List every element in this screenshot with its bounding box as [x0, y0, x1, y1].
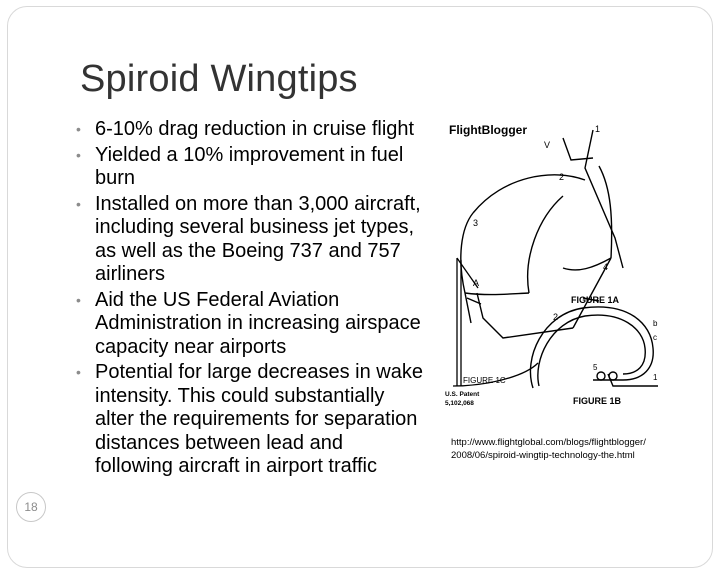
figure-1b-drawing	[530, 307, 658, 388]
label-1-top: 1	[595, 124, 601, 134]
bullet-item	[65, 289, 425, 360]
bullet-list	[65, 118, 425, 481]
bullet-icon: •	[76, 195, 81, 212]
bullet-icon: •	[76, 291, 81, 308]
patent-line-1: U.S. Patent	[445, 391, 480, 398]
patent-line-2: 5,102,068	[445, 400, 474, 407]
bullet-text: Potential for large decreases in wake intensity. This could substantially alter the requirements for separation distances between lead and following aircraft in airport traffic	[95, 361, 423, 477]
slide-title: Spiroid Wingtips	[80, 58, 358, 100]
figure-1a-label: FIGURE 1A	[571, 295, 620, 305]
bullet-text: Installed on more than 3,000 aircraft, including several business jet types, as well as the Boeing 737 and 757 airliners	[95, 192, 421, 285]
bullet-item	[65, 118, 425, 142]
figure-1b-label: FIGURE 1B	[573, 396, 622, 406]
figure-1c-label: FIGURE 1C	[463, 376, 506, 385]
figure-1c-drawing	[453, 258, 538, 386]
bullet-text: 6-10% drag reduction in cruise flight	[95, 118, 415, 140]
label-5: 5	[593, 363, 598, 372]
slide-page-number: 18	[16, 492, 46, 522]
bullet-icon: •	[76, 364, 81, 380]
source-url-caption: http://www.flightglobal.com/blogs/flightblogger/2008/06/spiroid-wingtip-technology-the.html	[451, 437, 646, 461]
label-2: 2	[559, 172, 565, 182]
label-a: A	[473, 278, 480, 288]
bullet-item	[65, 144, 425, 191]
label-2-lower: 2	[553, 312, 559, 322]
bullet-icon: •	[76, 146, 81, 163]
bullet-item	[65, 361, 425, 479]
spiroid-wingtip-patent-figure	[443, 118, 675, 410]
label-b: b	[653, 319, 658, 328]
label-v: V	[544, 140, 551, 150]
bullet-icon: •	[76, 121, 81, 137]
label-4: 4	[603, 262, 609, 272]
bullet-item	[65, 193, 425, 287]
bullet-text: Aid the US Federal Aviation Administration in increasing airspace capacity near airports	[95, 288, 421, 358]
label-3: 3	[473, 218, 479, 228]
flightblogger-logo: FlightBlogger	[449, 123, 527, 137]
label-1-bottom: 1	[653, 373, 658, 382]
label-c: c	[653, 333, 657, 342]
bullet-text: Yielded a 10% improvement in fuel burn	[95, 143, 404, 189]
